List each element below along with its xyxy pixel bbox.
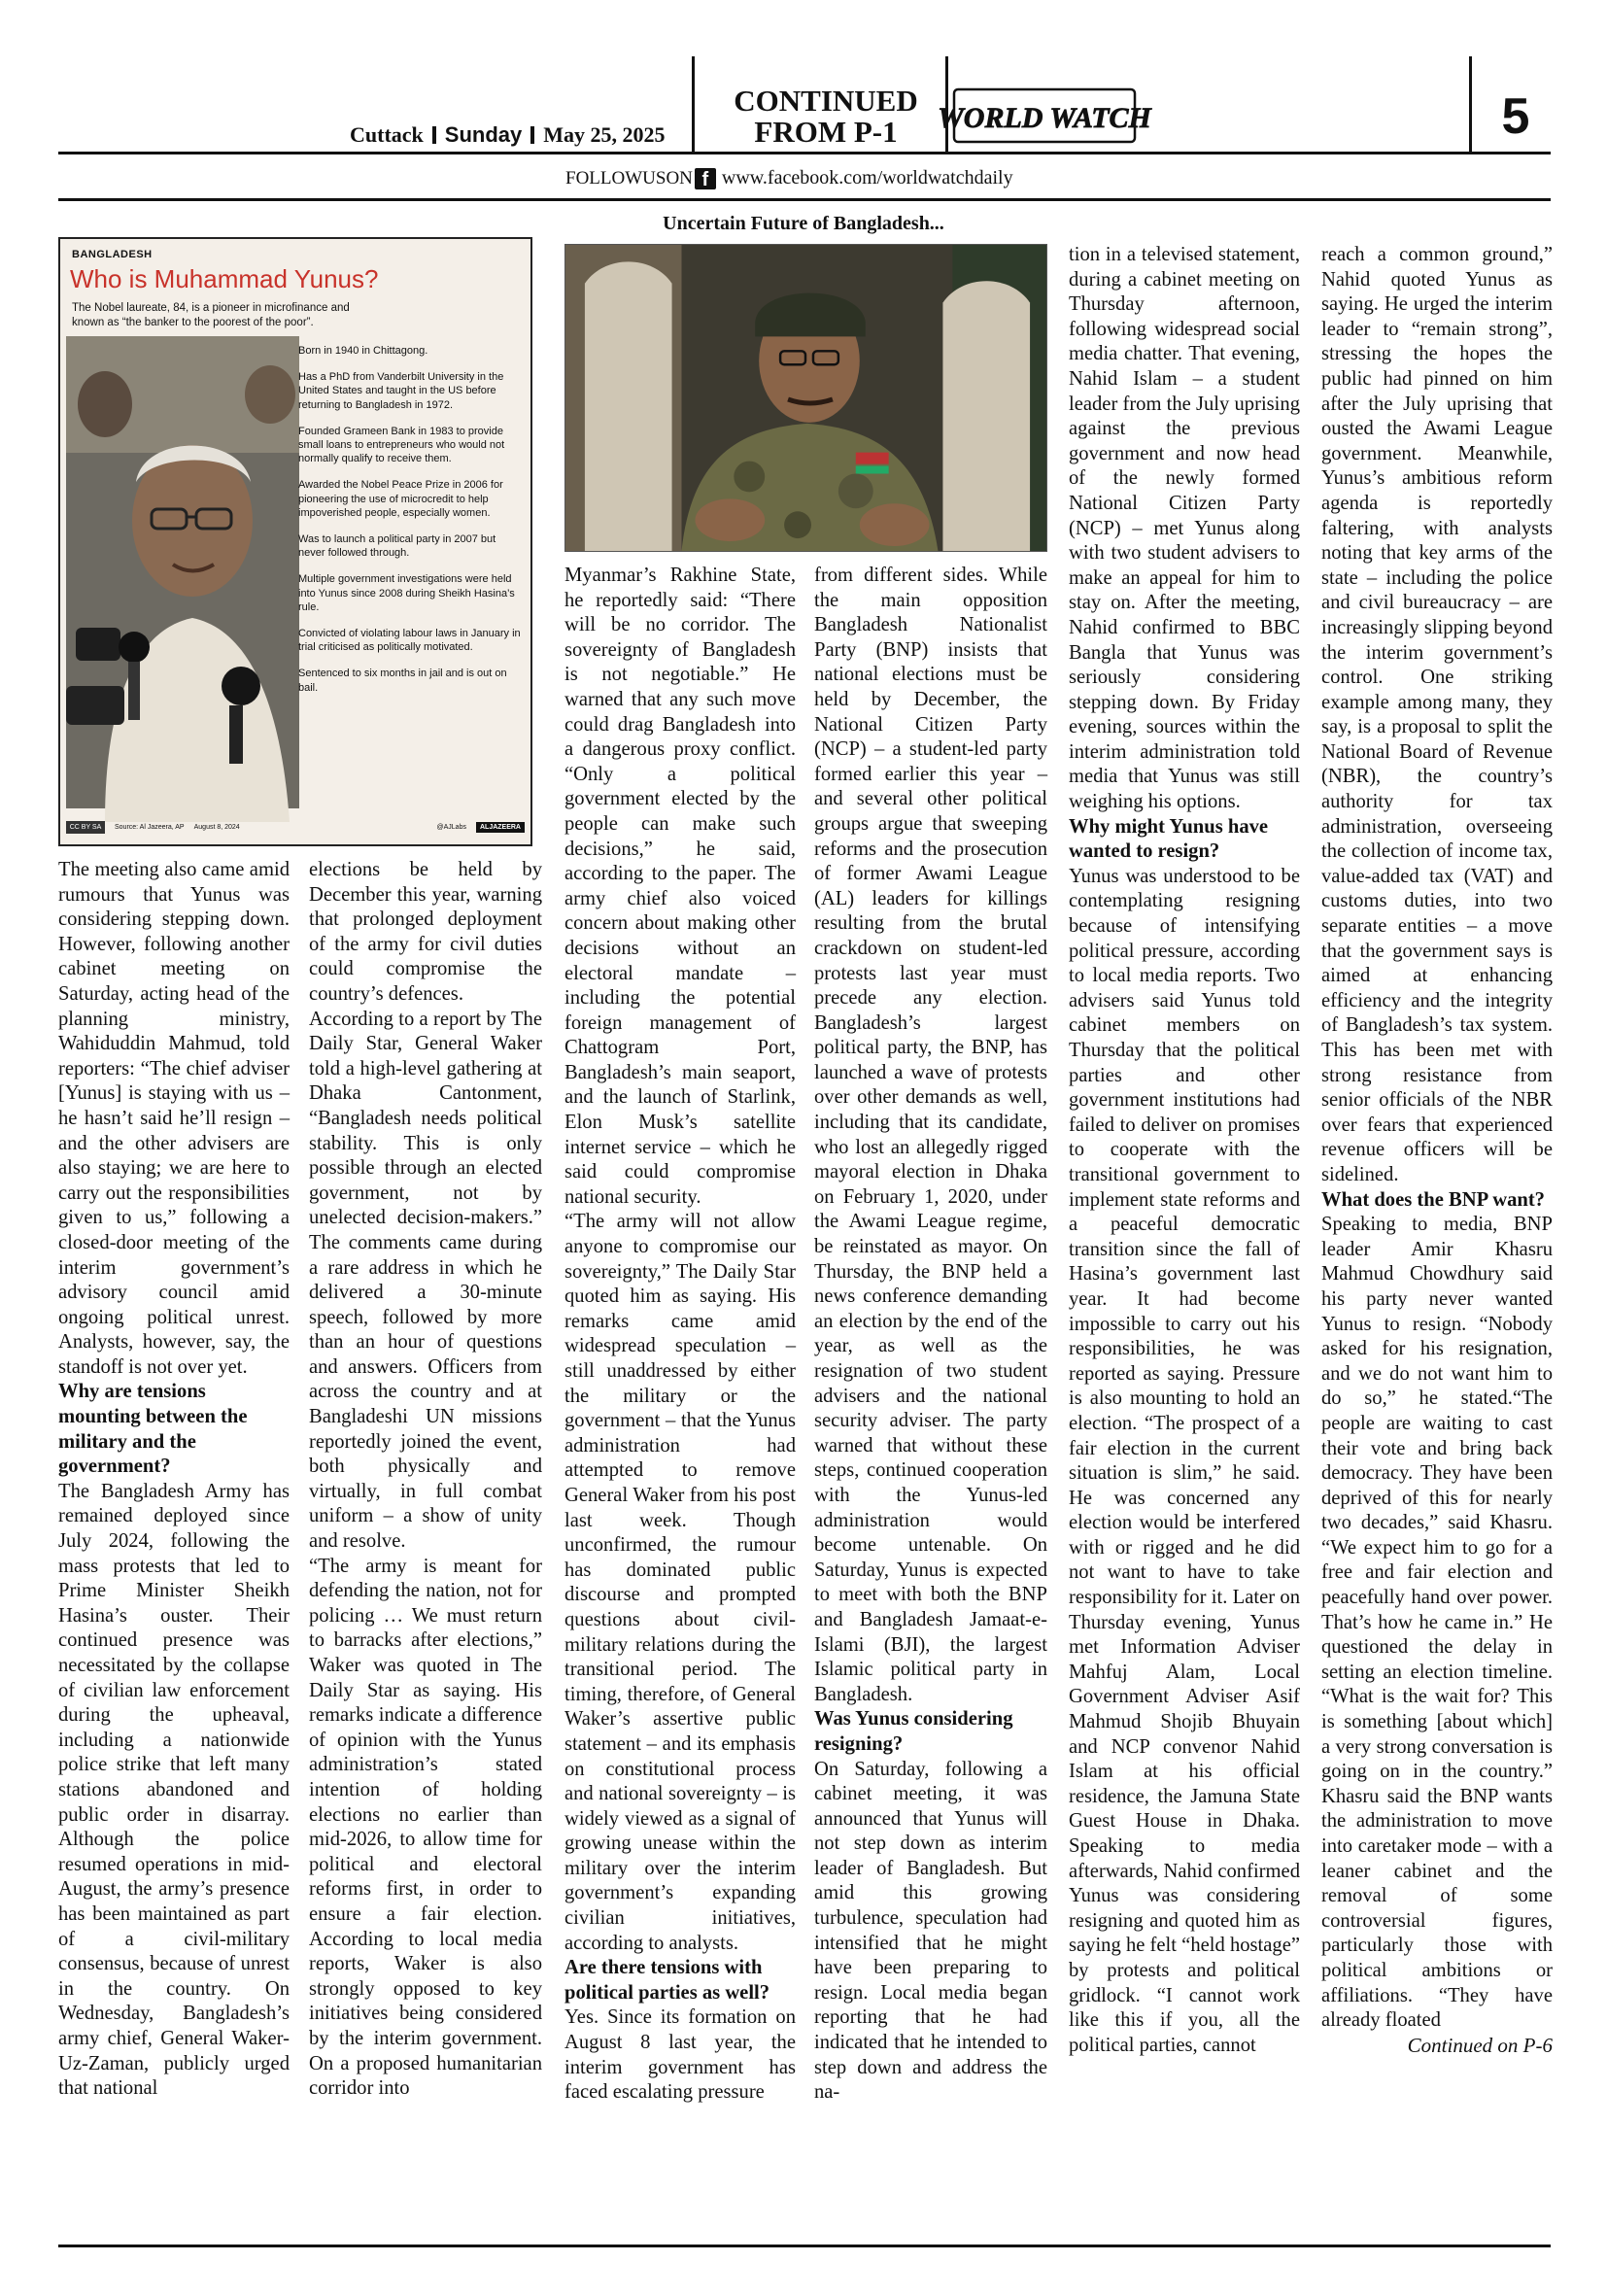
section-heading: Why are tensions mounting between the military and the government? [58,1381,248,1478]
article-column-6 [1321,243,1553,2058]
continued-on-note: Continued on P-6 [1407,2033,1553,2057]
infographic-facts [298,344,524,707]
infographic-date: August 8, 2024 [193,823,240,831]
army-chief-photo [564,244,1047,552]
dateline-separator [432,126,436,144]
fact-item: Convicted of violating labour laws in January in trial criticised as politically motivated. [298,628,521,654]
article-column-2 [309,858,542,2102]
dateline-day: Sunday [444,122,523,147]
masthead-top-rule [58,152,1551,154]
story-title: Uncertain Future of Bangladesh... [663,213,944,234]
facebook-url[interactable]: www.facebook.com/worldwatchdaily [721,167,1013,188]
continued-line-2: FROM P-1 [754,115,898,149]
infographic-kicker: BANGLADESH [72,249,153,260]
section-heading: Why might Yunus have wanted to resign? [1069,815,1269,863]
body-paragraph: Yunus was understood to be contemplating resigning because of intensifying political pressure, according to local media reports. Two advisers said Yunus told cabinet members on Thursday that the political parties and other government institutions had failed to deliver on promises to cooperate with the transitional government to implement state reforms and a peaceful democratic transition since the fall of Hasina’s government last year. It had become impossible to carry out his responsibilities, he was reported as saying. Pressure is also mounting to hold an election. “The prospect of a fair election in the current situation is slim,” he said. He was concerned any election would be interfered with or rigged and he did not want to have to take responsibility for it. Later on Thursday evening, Yunus met Information Adviser Mahfuj Alam, Local Government Adviser Asif Mahmud Shojib Bhuyain and NCP convenor Nahid Islam at his official residence, the Jamuna State Guest House in Dhaka. Speaking to media afterwards, Nahid confirmed Yunus was considering resigning and quoted him as saying he felt “held hostage” by protests and political gridlock. “I cannot work like this if you, all the political parties, cannot [1069,865,1300,2056]
logo-brand-text: WORLD WATCH [938,102,1151,134]
yunus-photo [66,336,299,808]
article-column-1 [58,858,290,2102]
dateline [350,122,666,148]
body-paragraph: elections be held by December this year, warning that prolonged deployment of the army for civil duties could compromise the country’s defences. [309,859,542,1005]
body-paragraph: The meeting also came amid rumours that Yunus was considering stepping down. However, following another cabinet meeting on Saturday, acting head of the planning ministry, Wahiduddin Mahmud, told reporters: “The chief adviser [Yunus] is staying with us – he hasn’t said he’ll resign – and the other advisers are also staying; we are here to carry out the responsibilities given to us,” following a closed-door meeting of the interim government’s advisory council amid ongoing political unrest. Analysts, however, say, the standoff is not over yet. [58,859,290,1378]
infographic-title: Who is Muhammad Yunus? [70,264,379,293]
dateline-date: May 25, 2025 [543,122,666,147]
yunus-infographic [58,237,532,846]
dateline-location: Cuttack [350,122,424,147]
infographic-source: Source: Al Jazeera, AP [115,823,185,831]
body-paragraph: The Bangladesh Army has remained deployed since July 2024, following the mass protests that led to Prime Minister Sheikh Hasina’s ouster. Their continued presence was necessitated by the collapse of civilian law enforcement during the upheaval, including a nationwide police strike that left many stations abandoned and public order in disarray. Although the police resumed operations in mid-August, the army’s presence has been maintained as part of a civil-military consensus, because of unrest in the country. On Wednesday, Bangladesh’s army chief, General Waker-Uz-Zaman, publicly urged that national [58,1480,290,2100]
dateline-separator [530,126,534,144]
body-paragraph: Myanmar’s Rakhine State, he reportedly said: “There will be no corridor. The sovereignty of Bangladesh is not negotiable.” He warned that any such move could drag Bangladesh into a dangerous proxy conflict. “Only a political government elected by the people can make such decisions,” he said, according to the paper. The army chief also voiced concern about making other decisions without an electoral mandate – including the potential foreign management of Chattogram Port, Bangladesh’s main seaport, and the launch of Starlink, Elon Musk’s satellite internet service – which he said could compromise national security. [564,565,796,1208]
article-column-5 [1069,243,1300,2058]
infographic-footer [66,816,525,838]
page-bottom-rule [58,2245,1551,2247]
aljazeera-logo: ALJAZEERA [476,822,525,833]
body-paragraph: Speaking to media, BNP leader Amir Khasru Mahmud Chowdhury said his party never wanted Yunus to resign. “Nobody asked for his resignation, and we do not want him to do so,” he stated.“The people are waiting to cast their vote and bring back democracy. They have been deprived of this for nearly two decades,” said Khasru. “We expect him to go for a free and fair election and peacefully hand over power. That’s how he came in.” He questioned the delay in setting an election timeline. “What is the wait for? This is something [about which] a very strong conversation is going on in the country.” Khasru said the BNP wants the administration to move into caretaker mode – with a leaner cabinet and the removal of some controversial figures, particularly those with political ambitions or affiliations. “They have already floated [1321,1214,1553,2032]
fact-item: Multiple government investigations were held into Yunus since 2008 during Sheikh Hasina’s rule. [298,573,515,613]
follow-label: FOLLOWUSON [565,167,693,188]
fact-item: Was to launch a political party in 2007 but never followed through. [298,533,496,560]
continued-line-1: CONTINUED [734,84,918,118]
body-paragraph: from different sides. While the main opposition Bangladesh Nationalist Party (BNP) insists that national elections must be held by December, the National Citizen Party (NCP) – a student-led party formed earlier this year – and several other political groups argue that sweeping reforms and the prosecution of former Awami League (AL) leaders for killings resulting from the brutal crackdown on student-led protests last year must precede any election. Bangladesh’s largest political party, the BNP, has launched a wave of protests over other demands as well, including that its candidate, who lost an allegedly rigged mayoral election in Dhaka on February 1, 2020, under the Awami League regime, be reinstated as mayor. On Thursday, the BNP held a news conference demanding an election by the end of the year, as well as the resignation of two student advisers and the national security adviser. The party warned that without these steps, continued cooperation with the Yunus-led administration would become untenable. On Saturday, Yunus is expected to meet with both the BNP and Bangladesh Jamaat-e-Islami (BJI), the largest Islamic political party in Bangladesh. [814,565,1047,1705]
body-paragraph: “The army will not allow anyone to compromise our sovereignty,” The Daily Star quoted him as saying. His remarks came amid widespread speculation – still unaddressed by either the military or the government – that the Yunus administration had attempted to remove General Waker from his post last week. Though unconfirmed, the rumour has dominated public discourse and prompted questions about civil-military relations during the transitional period. The timing, therefore, of General Waker’s assertive public statement – and its emphasis on constitutional process and national sovereignty – is widely viewed as a signal of growing unease within the military over the interim government’s expanding civilian initiatives, according to analysts. [564,1211,796,1954]
fact-item: Has a PhD from Vanderbilt University in the United States and taught in the US before returning to Bangladesh in 1972. [298,371,504,411]
masthead-divider-left [692,56,695,154]
facebook-icon: f [695,168,716,189]
body-paragraph: tion in a televised statement, during a cabinet meeting on Thursday afternoon, following widespread social media chatter. That evening, Nahid Islam – a student leader from the July uprising against the previous government and now head of the newly formed National Citizen Party (NCP) – met Yunus along with two student advisers to make an appeal for him to stay on. After the meeting, Nahid confirmed to BBC Bangla that Yunus was seriously considering stepping down. By Friday evening, sources within the interim administration told media that Yunus was still weighing his options. [1069,244,1300,813]
fact-item: Awarded the Nobel Peace Prize in 2006 for pioneering the use of microcredit to help impoverished people, especially women. [298,479,503,519]
continued-banner [724,86,928,148]
infographic-subtitle: The Nobel laureate, 84, is a pioneer in microfinance and known as “the banker to the poorest of the poor”. [72,302,350,328]
infographic-handle: @AJLabs [436,823,466,831]
masthead-bottom-rule [58,198,1551,201]
body-paragraph: “The army is meant for defending the nation, not for policing … We must return to barracks after elections,” Waker was quoted in The Daily Star as saying. His remarks indicate a difference of opinion with the Yunus administration’s stated intention of holding elections no earlier than mid-2026, to allow time for political and electoral reforms first, in order to ensure a fair election. According to local media reports, Waker is also strongly opposed to key initiatives being considered by the interim government. On a proposed humanitarian corridor into [309,1555,542,2100]
masthead-divider-right [1469,56,1472,154]
fact-item: Founded Grameen Bank in 1983 to provide small loans to entrepreneurs who would not normally qualify to receive them. [298,425,505,465]
section-heading: Are there tensions with political parties as well? [564,1957,770,2004]
cc-license-badge: CC BY SA [66,821,105,834]
page-number: 5 [1501,88,1530,145]
section-heading: What does the BNP want? [1321,1188,1545,1211]
body-paragraph: On Saturday, following a cabinet meeting, it was announced that Yunus will not step down as interim leader of Bangladesh. But amid this growing turbulence, speculation had intensified that he might have been preparing to resign. Local media began reporting that he had indicated that he intended to step down and address the na- [814,1758,1047,2104]
body-paragraph: reach a common ground,” Nahid quoted Yunus as saying. He urged the interim leader to “remain strong”, stressing the hopes the public had pinned on him after the July uprising that ousted the Awami League government. Meanwhile, Yunus’s ambitious reform agenda is reportedly faltering, with analysts noting that key arms of the state – including the police and civil bureaucracy – are increasingly slipping beyond the interim government’s control. One striking example among many, they say, is a proposal to split the National Board of Revenue (NBR), the country’s authority for tax administration, overseeing the collection of income tax, value-added tax (VAT) and customs duties, into two separate entities – a move that the government says is aimed at enhancing efficiency and the integrity of Bangladesh’s tax system. This has been met with strong resistance from senior officials of the NBR over fears that experienced revenue officers will be sidelined. [1321,244,1553,1185]
article-column-4 [814,564,1047,2106]
section-heading: Was Yunus considering resigning? [814,1708,1013,1755]
fact-item: Sentenced to six months in jail and is out on bail. [298,668,507,694]
follow-us-bar [565,167,1013,189]
body-paragraph: Yes. Since its formation on August 8 last year, the interim government has faced escalating pressure [564,2006,796,2104]
fact-item: Born in 1940 in Chittagong. [298,345,428,357]
article-column-3 [564,564,796,2106]
world-watch-logo [938,84,1151,148]
body-paragraph: According to a report by The Daily Star, General Waker told a high-level gathering at Dhaka Cantonment, “Bangladesh needs political stability. This is only possible through an elected government, not by unelected decision-makers.” The comments came during a rare address in which he delivered a 30-minute speech, followed by more than an hour of questions and answers. Officers from across the country and at Bangladeshi UN missions reportedly joined the event, both physically and virtually, in full combat uniform – a show of unity and resolve. [309,1008,542,1553]
